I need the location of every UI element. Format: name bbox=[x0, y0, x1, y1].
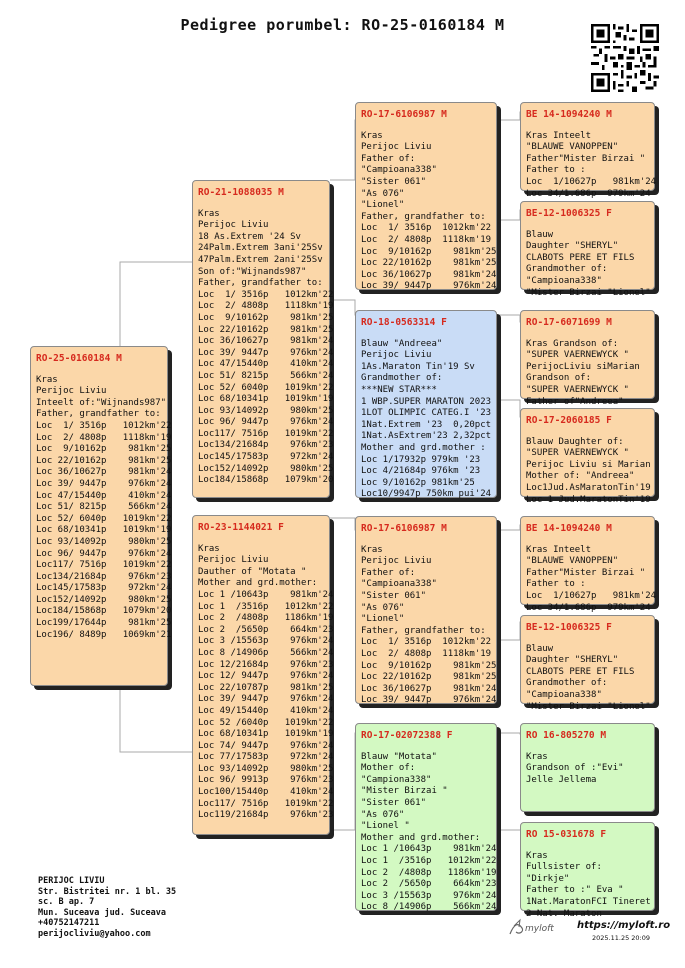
pedigree-line: Loc119/21684p 976km'23 bbox=[198, 810, 334, 821]
pedigree-line: Loc 36/10627p 981km'24 bbox=[36, 467, 172, 478]
pedigree-line: "Lionel " bbox=[361, 821, 410, 832]
ring-number: RO-17-6106987 M bbox=[361, 523, 447, 534]
owner-email: perijocliviu@yahoo.com bbox=[38, 928, 151, 939]
pedigree-line: Blauw bbox=[526, 643, 554, 654]
pedigree-line: Loc 96/ 9447p 976km'24 bbox=[198, 417, 334, 428]
pedigree-line: 24Palm.Extrem 3ani'25Sv bbox=[198, 243, 323, 254]
ring-number: RO 16-805270 M bbox=[526, 730, 607, 741]
pedigree-line: Loc 51/ 8215p 566km'24 bbox=[36, 502, 172, 513]
owner-phone: +40752147211 bbox=[38, 918, 100, 929]
ring-number: RO-21-1088035 M bbox=[198, 187, 284, 198]
pedigree-line: Loc 34/1.686p 979km'24 bbox=[526, 188, 651, 199]
pedigree-line: Grandmother of: bbox=[526, 264, 608, 275]
pedigree-line: Loc199/17644p 981km'25 bbox=[36, 618, 172, 629]
pedigree-card-mother[interactable] bbox=[192, 515, 334, 835]
site-url[interactable]: https://myloft.ro bbox=[577, 920, 671, 931]
pedigree-line: "Campioana338" bbox=[526, 689, 602, 700]
pedigree-line: Loc 9/10162p 981km'25 bbox=[198, 312, 334, 323]
pedigree-line: Loc 3 /15563p 976km'24 bbox=[198, 636, 334, 647]
print-timestamp: 2025.11.25 20:09 bbox=[592, 934, 651, 942]
pedigree-line: 47Palm.Extrem 2ani'25Sv bbox=[198, 254, 323, 265]
pedigree-card-mmm[interactable] bbox=[520, 822, 655, 919]
pedigree-line: "Campioana338" bbox=[361, 579, 437, 590]
pedigree-card-fff[interactable] bbox=[520, 102, 657, 199]
pedigree-line: Loc10/9947p 750km pui'24 bbox=[361, 489, 492, 500]
pedigree-line: Father of"Andreea" bbox=[526, 396, 624, 407]
pedigree-card-mff[interactable] bbox=[520, 516, 657, 613]
pedigree-line: Loc 49/15440p 410km'24 bbox=[198, 705, 334, 716]
pedigree-line: Kras Inteelt bbox=[526, 130, 592, 141]
pedigree-line: Father to : bbox=[526, 165, 586, 176]
pedigree-line: Loc 12/ 9447p 976km'24 bbox=[198, 671, 334, 682]
pedigree-line: 1Nat.AsExtrem'23 2,32pct bbox=[361, 431, 492, 442]
pedigree-line: "Sister 061" bbox=[361, 176, 427, 187]
pedigree-line: Kras bbox=[198, 208, 220, 219]
pedigree-line: Fullsister of: bbox=[526, 862, 602, 873]
pedigree-line: Loc 36/10627p 981km'24 bbox=[198, 336, 334, 347]
pedigree-line: Loc117/ 7516p 1019km'22 bbox=[198, 428, 334, 439]
pedigree-line: Perijoc Liviu bbox=[198, 555, 269, 566]
pedigree-line: PerijocLiviu siMarian bbox=[526, 361, 640, 372]
pedigree-line: "Mister Birzai "Lionel" bbox=[526, 287, 651, 298]
pedigree-line: Loc 1 /3516p 1012km'22 bbox=[361, 855, 497, 866]
pedigree-card-subject[interactable] bbox=[30, 346, 172, 686]
pedigree-line: "Lionel" bbox=[361, 200, 405, 211]
pedigree-line: "SUPER VAERNEWYCK " bbox=[526, 350, 629, 361]
pedigree-line: Mother and grd.mother : bbox=[361, 442, 486, 453]
pedigree-line: Loc 1/ 3516p 1012km'22 bbox=[361, 637, 492, 648]
pedigree-line: Loc 4/21684p 976km '23 bbox=[361, 466, 481, 477]
pedigree-line: Blauw bbox=[526, 229, 554, 240]
pedigree-line: Loc 39/ 9447p 976km'24 bbox=[361, 281, 497, 292]
pedigree-line: Grandson of: bbox=[526, 373, 592, 384]
ring-number: RO-17-02072388 F bbox=[361, 730, 453, 741]
pedigree-card-fmm[interactable] bbox=[520, 408, 655, 505]
brand-name: myloft bbox=[525, 924, 554, 934]
pedigree-line: Loc 68/10341p 1019km'19 bbox=[198, 729, 334, 740]
pedigree-line: "SUPER VAERNEWYCK " bbox=[526, 384, 629, 395]
pedigree-line: "As 076" bbox=[361, 188, 405, 199]
pedigree-line: Loc 2 /5650p 664km'23 bbox=[361, 879, 497, 890]
pedigree-line: CLABOTS PERE ET FILS bbox=[526, 666, 635, 677]
pedigree-line: Loc 1 Jud.MaratonTin'19 bbox=[526, 494, 651, 505]
pedigree-line: Perijoc Liviu bbox=[361, 556, 432, 567]
pedigree-line: 1 WBP.SUPER MARATON 2023 bbox=[361, 396, 492, 407]
pedigree-line: "Campioana338" bbox=[361, 165, 437, 176]
pedigree-line: Loc 74/ 9447p 976km'24 bbox=[198, 740, 334, 751]
pedigree-line: Loc 36/10627p 981km'24 bbox=[361, 269, 497, 280]
pedigree-line: Loc 12/21684p 976km'23 bbox=[198, 659, 334, 670]
owner-name: PERIJOC LIVIU bbox=[38, 876, 105, 886]
pedigree-line: Father, grandfather to: bbox=[198, 278, 323, 289]
pedigree-line: "Sister 061" bbox=[361, 797, 427, 808]
pedigree-line: Kras bbox=[526, 751, 548, 762]
pedigree-line: Loc145/17583p 972km'24 bbox=[198, 452, 334, 463]
pedigree-line: Loc 77/17583p 972km'24 bbox=[198, 752, 334, 763]
pedigree-line: Son of:"Wijnands987" bbox=[198, 266, 307, 277]
pedigree-card-fmf[interactable] bbox=[520, 310, 655, 407]
pedigree-line: Loc 68/10341p 1019km'19 bbox=[36, 525, 172, 536]
pedigree-line: 1As.Maraton Tin'19 Sv bbox=[361, 361, 475, 372]
pedigree-line: Father, grandfather to: bbox=[361, 625, 486, 636]
pedigree-line: Loc 1/10627p 981km'24 bbox=[526, 176, 657, 187]
pedigree-line: 18 As.Extrem '24 Sv bbox=[198, 231, 301, 242]
pedigree-line: Loc134/21684p 976km'23 bbox=[198, 440, 334, 451]
pedigree-line: Loc 1/ 3516p 1012km'22 bbox=[361, 223, 492, 234]
pedigree-line: Loc152/14092p 980km'25 bbox=[36, 594, 172, 605]
pedigree-line: Father"Mister Birzai " bbox=[526, 153, 646, 164]
pedigree-line: Kras bbox=[526, 850, 548, 861]
pedigree-line: Blauw Daughter of: bbox=[526, 436, 624, 447]
pedigree-line: "Campiona338" bbox=[361, 774, 432, 785]
pedigree-line: Blauw "Motata" bbox=[361, 751, 437, 762]
pedigree-line: Jelle Jellema bbox=[526, 774, 597, 785]
pedigree-line: Father"Mister Birzai " bbox=[526, 567, 646, 578]
pedigree-line: Loc 36/10627p 981km'24 bbox=[361, 683, 497, 694]
pedigree-card-mf[interactable] bbox=[355, 516, 497, 704]
pedigree-line: Loc1Jud.AsMaratonTin'19 bbox=[526, 482, 651, 493]
pedigree-line: Kras bbox=[36, 374, 58, 385]
pedigree-line: Kras bbox=[361, 130, 383, 141]
pedigree-line: Loc 1/ 3516p 1012km'22 bbox=[198, 289, 334, 300]
pedigree-line: Blauw "Andreea" bbox=[361, 338, 443, 349]
pedigree-line: "Campioana338" bbox=[526, 275, 602, 286]
pedigree-line: Loc 8 /14906p 566km'24 bbox=[198, 647, 334, 658]
pedigree-line: "Mister Birzai " bbox=[361, 786, 448, 797]
owner-city: Mun. Suceava jud. Suceava bbox=[38, 907, 166, 918]
pedigree-line: Grandson of :"Evi" bbox=[526, 763, 624, 774]
pedigree-line: Daughter "SHERYL" bbox=[526, 241, 619, 252]
pedigree-line: Father to : bbox=[526, 579, 586, 590]
pedigree-line: Loc 52/ 6040p 1019km'22 bbox=[198, 382, 334, 393]
pedigree-line: Loc 22/10787p 981km'25 bbox=[198, 682, 334, 693]
pedigree-line: Loc 2/ 4808p 1118km'19 bbox=[198, 301, 334, 312]
ring-number: RO-17-6106987 M bbox=[361, 109, 447, 120]
pedigree-line: Loc 8 /14906p 566km'24 bbox=[361, 902, 497, 913]
pedigree-line: "SUPER VAERNEWYCK " bbox=[526, 448, 629, 459]
pedigree-line: Loc 47/15440p 410km'24 bbox=[36, 490, 172, 501]
pedigree-line: Loc 22/10162p 981km'25 bbox=[361, 258, 497, 269]
pedigree-card-mm[interactable] bbox=[355, 723, 497, 911]
pedigree-line: ***NEW STAR*** bbox=[361, 384, 437, 395]
pedigree-line: Loc 9/10162p 981km'25 bbox=[361, 660, 497, 671]
pedigree-line: Loc196/ 8489p 1069km'21 bbox=[36, 629, 172, 640]
pedigree-line: "BLAUWE VANOPPEN" bbox=[526, 142, 619, 153]
pedigree-line: Perijoc Liviu bbox=[361, 350, 432, 361]
pedigree-line: Loc 68/10341p 1019km'19 bbox=[198, 394, 334, 405]
pedigree-line: Dauther of "Motata " bbox=[198, 566, 307, 577]
pedigree-line: Loc 39/ 9447p 976km'24 bbox=[198, 694, 334, 705]
pedigree-line: Loc 22/10162p 981km'25 bbox=[361, 672, 497, 683]
pedigree-line: Loc 93/14092p 980km'25 bbox=[36, 536, 172, 547]
ring-number: RO-17-6071699 M bbox=[526, 317, 612, 328]
pedigree-card-mfm[interactable] bbox=[520, 615, 655, 712]
pedigree-line: Loc 1/10627p 981km'24 bbox=[526, 590, 657, 601]
pedigree-line: Mother and grd.mother: bbox=[361, 832, 481, 843]
owner-info bbox=[38, 876, 176, 940]
pedigree-line: Daughter "SHERYL" bbox=[526, 655, 619, 666]
ring-number: RO 15-031678 F bbox=[526, 829, 607, 840]
pedigree-line: Loc 2 /5650p 664km'23 bbox=[198, 624, 334, 635]
pedigree-line: "BLAUWE VANOPPEN" bbox=[526, 556, 619, 567]
pedigree-line: Loc 9/10162p 981km'25 bbox=[36, 444, 172, 455]
pedigree-line: Loc145/17583p 972km'24 bbox=[36, 583, 172, 594]
pedigree-card-father[interactable] bbox=[192, 180, 334, 498]
pedigree-line: Loc184/15868p 1079km'20 bbox=[36, 606, 172, 617]
pedigree-line: Inteelt of:"Wijnands987" bbox=[36, 397, 167, 408]
pedigree-line: 1Nat.MaratonFCI Tineret bbox=[526, 896, 651, 907]
pedigree-line: Loc117/ 7516p 1019km'22 bbox=[198, 798, 334, 809]
pedigree-line: Loc 1/17932p 979km '23 bbox=[361, 454, 481, 465]
pedigree-line: Loc 3 /15563p 976km'24 bbox=[361, 890, 497, 901]
pedigree-line: Loc117/ 7516p 1019km'22 bbox=[36, 560, 172, 571]
pedigree-card-ff[interactable] bbox=[355, 102, 497, 290]
pedigree-card-fm[interactable] bbox=[355, 310, 497, 498]
pedigree-line: Grandmother of: bbox=[361, 373, 443, 384]
owner-address1: Str. Bistritei nr. 1 bl. 35 bbox=[38, 886, 177, 897]
pedigree-line: Loc 39/ 9447p 976km'24 bbox=[198, 347, 334, 358]
pedigree-line: Loc 93/14092p 980km'25 bbox=[198, 763, 334, 774]
ring-number: BE 14-1094240 M bbox=[526, 523, 612, 534]
pedigree-line: Loc134/21684p 976km'23 bbox=[36, 571, 172, 582]
ring-number: RO-18-0563314 F bbox=[361, 317, 447, 328]
pedigree-line: Father, grandfather to: bbox=[361, 211, 486, 222]
pedigree-line: Loc 1/ 3516p 1012km'22 bbox=[36, 420, 172, 431]
pedigree-line: Perijoc Liviu bbox=[198, 220, 269, 231]
pedigree-line: Loc 96/ 9447p 976km'24 bbox=[36, 548, 172, 559]
pedigree-line: Kras Grandson of: bbox=[526, 338, 619, 349]
pedigree-line: Loc 34/1.686p 979km'24 bbox=[526, 602, 651, 613]
pedigree-line: Father, grandfather to: bbox=[36, 409, 161, 420]
pedigree-line: Loc 2/ 4808p 1118km'19 bbox=[36, 432, 172, 443]
pedigree-line: Mother of: "Andreea" bbox=[526, 471, 635, 482]
pedigree-line: Loc 22/10162p 981km'25 bbox=[198, 324, 334, 335]
pedigree-line: Loc152/14092p 980km'25 bbox=[198, 463, 334, 474]
pedigree-line: Loc 1 /10643p 981km'24 bbox=[361, 844, 497, 855]
pedigree-line: Loc 52 /6040p 1019km'22 bbox=[198, 717, 334, 728]
pedigree-line: "As 076" bbox=[361, 602, 405, 613]
pedigree-card-mmf[interactable] bbox=[520, 723, 655, 812]
pedigree-line: Grandmother of: bbox=[526, 678, 608, 689]
pedigree-line: Loc100/15440p 410km'24 bbox=[198, 787, 334, 798]
pedigree-line: Perijoc Liviu si Marian bbox=[526, 459, 651, 470]
pedigree-line: Loc 47/15440p 410km'24 bbox=[198, 359, 334, 370]
owner-address2: sc. B ap. 7 bbox=[38, 897, 95, 908]
pedigree-line: Perijoc Liviu bbox=[36, 386, 107, 397]
pedigree-line: Father of: bbox=[361, 153, 416, 164]
pedigree-line: Kras bbox=[198, 543, 220, 554]
pedigree-line: Loc 39/ 9447p 976km'24 bbox=[36, 478, 172, 489]
pedigree-line: Loc 9/10162p 981km'25 bbox=[361, 477, 475, 488]
pedigree-line: "As 076" bbox=[361, 809, 405, 820]
pedigree-line: Loc 2/ 4808p 1118km'19 bbox=[361, 234, 492, 245]
pedigree-line: Loc 1 /3516p 1012km'22 bbox=[198, 601, 334, 612]
pedigree-line: Loc 2/ 4808p 1118km'19 bbox=[361, 648, 492, 659]
pedigree-line: "Dirkje" bbox=[526, 873, 570, 884]
pedigree-line: 2 Nat. Maraton bbox=[526, 908, 602, 919]
pedigree-line: Loc 52/ 6040p 1019km'22 bbox=[36, 513, 172, 524]
pedigree-line: Loc 51/ 8215p 566km'24 bbox=[198, 370, 334, 381]
ring-number: RO-25-0160184 M bbox=[36, 353, 122, 364]
pedigree-line: Kras Inteelt bbox=[526, 544, 592, 555]
pedigree-line: Father of: bbox=[361, 567, 416, 578]
pedigree-line: "Mister Birzai "Lionel" bbox=[526, 701, 651, 712]
pedigree-line: Loc 9/10162p 981km'25 bbox=[361, 246, 497, 257]
pedigree-line: Loc 96/ 9913p 976km'23 bbox=[198, 775, 334, 786]
pedigree-line: 1LOT OLIMPIC CATEG.I '23 bbox=[361, 408, 492, 419]
pedigree-line: Loc 2 /4808p 1186km'19 bbox=[198, 613, 334, 624]
pedigree-line: Loc 93/14092p 980km'25 bbox=[198, 405, 334, 416]
pedigree-line: Loc 22/10162p 981km'25 bbox=[36, 455, 172, 466]
pedigree-line: Perijoc Liviu bbox=[361, 142, 432, 153]
pedigree-line: "Sister 061" bbox=[361, 590, 427, 601]
ring-number: BE-12-1006325 F bbox=[526, 622, 612, 633]
pedigree-line: CLABOTS PERE ET FILS bbox=[526, 252, 635, 263]
pedigree-line: Mother and grd.mother: bbox=[198, 578, 318, 589]
pedigree-line: 1Nat.Extrem '23 0,20pct bbox=[361, 419, 492, 430]
pedigree-line: "Lionel" bbox=[361, 614, 405, 625]
pedigree-line: Mother of: bbox=[361, 763, 416, 774]
page-title: Pedigree porumbel: RO-25-0160184 M bbox=[180, 16, 505, 34]
ring-number: RO-23-1144021 F bbox=[198, 522, 284, 533]
ring-number: BE-12-1006325 F bbox=[526, 208, 612, 219]
pedigree-line: Loc184/15868p 1079km'20 bbox=[198, 475, 334, 486]
pedigree-line: Loc 1 /10643p 981km'24 bbox=[198, 589, 334, 600]
pedigree-line: Kras bbox=[361, 544, 383, 555]
pedigree-line: Father to :" Eva " bbox=[526, 885, 624, 896]
pedigree-line: Loc 39/ 9447p 976km'24 bbox=[361, 695, 497, 706]
ring-number: BE 14-1094240 M bbox=[526, 109, 612, 120]
pedigree-line: Loc 2 /4808p 1186km'19 bbox=[361, 867, 497, 878]
ring-number: RO-17-2060185 F bbox=[526, 415, 612, 426]
pedigree-card-ffm[interactable] bbox=[520, 201, 655, 298]
